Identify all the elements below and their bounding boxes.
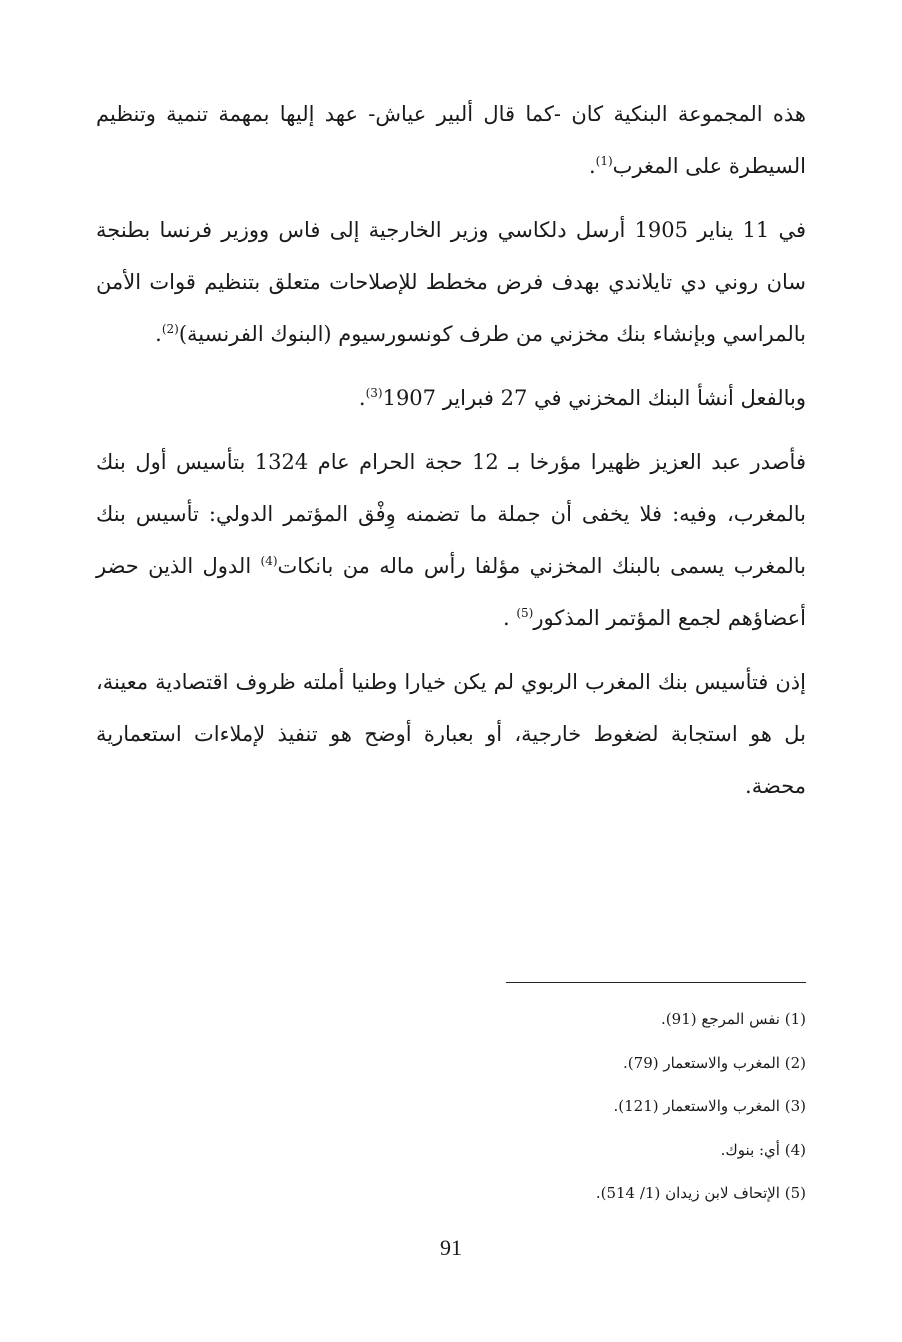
paragraph-text: . [502,606,517,630]
footnotes-list [96,998,806,1216]
footnote-3: (3) المغرب والاستعمار (121). [613,1097,806,1115]
paragraph-1 [96,88,806,192]
page-number: 91 [440,1235,462,1260]
footnote-ref[interactable]: (3) [365,386,383,400]
paragraph-text: فأصدر عبد العزيز ظهيرا مؤرخا بـ 12 حجة الحرام عام 1324 بتأسيس أول بنك بالمغرب، وفيه: فلا يخفى أن جملة ما تضمنه وِفْق المؤتمر الدولي: تأسيس بنك بالمغرب يسمى بالبنك المخزني مؤلفا رأس ماله من بانكات [96,450,807,578]
paragraph-3 [96,372,806,424]
footnote-ref[interactable]: (5) [516,606,534,620]
paragraph-4 [96,436,806,644]
paragraph-text: . [358,386,366,410]
body-text [96,88,806,824]
paragraph-text: وبالفعل أنشأ البنك المخزني في 27 فبراير 1907 [382,386,806,410]
footnote-divider [506,982,806,983]
paragraph-text: . [588,154,596,178]
paragraph-text: . [155,322,162,346]
footnote-ref[interactable]: (2) [161,322,179,336]
paragraph-text: في 11 يناير 1905 أرسل دلكاسي وزير الخارجية إلى فاس ووزير فرنسا بطنجة سان روني دي تايلاندي بهدف فرض مخطط للإصلاحات متعلق بتنظيم قوات الأمن بالمراسي وبإنشاء بنك مخزني من طرف كونسورسيوم (البنوك الفرنسية) [96,218,806,346]
footnote-ref[interactable]: (4) [260,554,278,568]
footnote-1: (1) نفس المرجع (91). [661,1010,806,1028]
paragraph-text: إذن فتأسيس بنك المغرب الربوي لم يكن خيارا وطنيا أملته ظروف اقتصادية معينة، بل هو استجابة لضغوط خارجية، أو بعبارة أوضح هو تنفيذ لإملاءات استعمارية محضة. [96,670,806,798]
footnote-5: (5) الإتحاف لابن زيدان (1/ 514). [595,1184,806,1202]
footnote-4: (4) أي: بنوك. [720,1140,806,1159]
paragraph-text: هذه المجموعة البنكية كان -كما قال ألبير عياش- عهد إليها بمهمة تنمية وتنظيم السيطرة على المغرب [96,102,806,178]
paragraph-2 [96,204,806,360]
footnote-2: (2) المغرب والاستعمار (79). [623,1053,806,1072]
footnote-ref[interactable]: (1) [595,154,613,168]
paragraph-5 [96,656,806,812]
paragraph-text: الدول الذين حضر أعضاؤهم لجمع المؤتمر المذكور [96,554,806,630]
